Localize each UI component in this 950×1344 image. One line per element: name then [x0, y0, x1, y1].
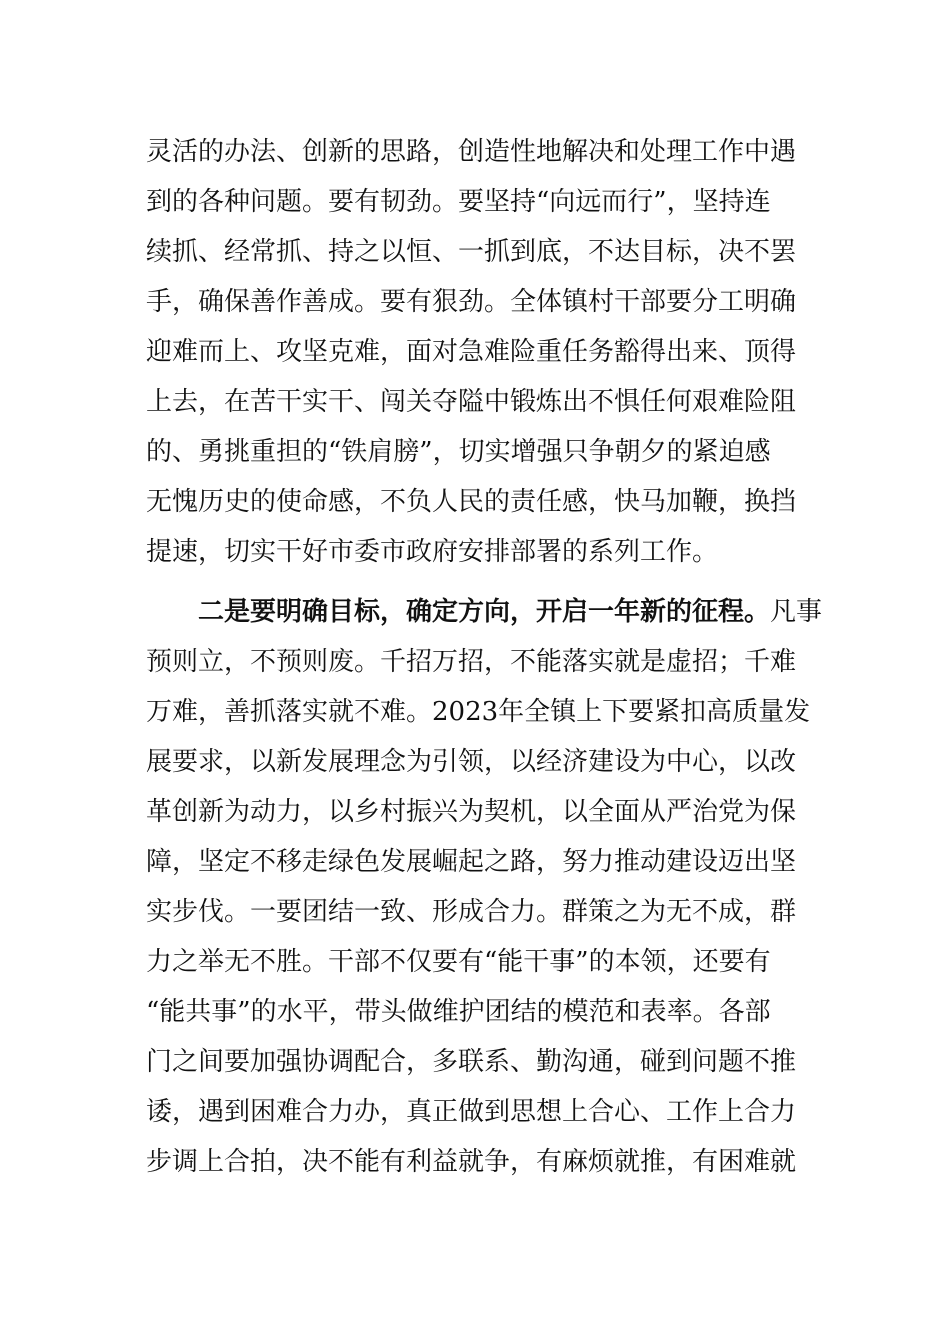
- paragraph-line: 无愧历史的使命感，不负人民的责任感，快马加鞭，换挡: [146, 487, 797, 517]
- paragraph-1: [146, 127, 826, 577]
- paragraph-line: 展要求，以新发展理念为引领，以经济建设为中心，以改: [146, 747, 797, 777]
- paragraph-line: 灵活的办法、创新的思路，创造性地解决和处理工作中遇: [146, 137, 797, 167]
- paragraph-2: [146, 587, 826, 1187]
- paragraph-line: 的、勇挑重担的“铁肩膀”，切实增强只争朝夕的紧迫感: [146, 437, 771, 467]
- paragraph-line: 提速，切实干好市委市政府安排部署的系列工作。: [146, 537, 719, 567]
- section-heading: 二是要明确目标，确定方向，开启一年新的征程。: [198, 597, 771, 627]
- paragraph-line: 门之间要加强协调配合，多联系、勤沟通，碰到问题不推: [146, 1047, 797, 1077]
- paragraph-line: 迎难而上、攻坚克难，面对急难险重任务豁得出来、顶得: [146, 337, 797, 367]
- paragraph-first-line: [146, 587, 826, 637]
- paragraph-line: 万难，善抓落实就不难。2023年全镇上下要紧扣高质量发: [146, 697, 811, 727]
- paragraph-line: “能共事”的水平，带头做维护团结的模范和表率。各部: [146, 997, 771, 1027]
- paragraph-line: 力之举无不胜。干部不仅要有“能干事”的本领，还要有: [146, 947, 771, 977]
- paragraph-line: 障，坚定不移走绿色发展崛起之路，努力推动建设迈出坚: [146, 847, 797, 877]
- paragraph-line: 到的各种问题。要有韧劲。要坚持“向远而行”，坚持连: [146, 187, 771, 217]
- paragraph-line-tail: 凡事: [770, 597, 823, 627]
- paragraph-line: 诿，遇到困难合力办，真正做到思想上合心、工作上合力: [146, 1097, 797, 1127]
- paragraph-line: 上去，在苦干实干、闯关夺隘中锻炼出不惧任何艰难险阻: [146, 387, 797, 417]
- paragraph-line: 预则立，不预则废。千招万招，不能落实就是虚招；千难: [146, 647, 797, 677]
- paragraph-line: 手，确保善作善成。要有狠劲。全体镇村干部要分工明确: [146, 287, 797, 317]
- paragraph-line: 革创新为动力，以乡村振兴为契机，以全面从严治党为保: [146, 797, 797, 827]
- paragraph-line: 步调上合拍，决不能有利益就争，有麻烦就推，有困难就: [146, 1147, 797, 1177]
- paragraph-line: 续抓、经常抓、持之以恒、一抓到底，不达目标，决不罢: [146, 237, 797, 267]
- paragraph-line: 实步伐。一要团结一致、形成合力。群策之为无不成，群: [146, 897, 797, 927]
